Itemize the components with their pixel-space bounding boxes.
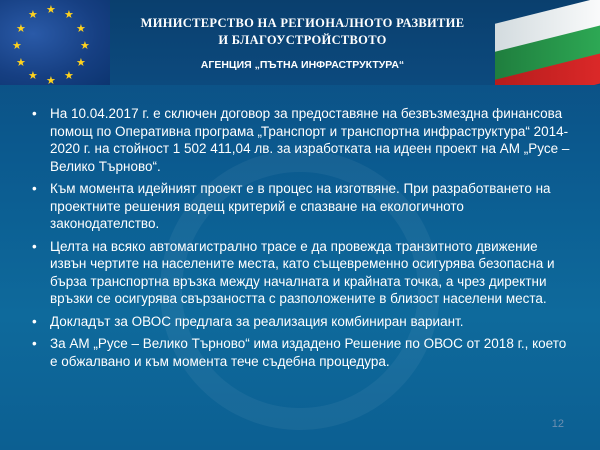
bullet-marker: • (32, 336, 37, 351)
bullet-text: Целта на всяко автомагистрално трасе е да провежда транзитното движение извън чертите на населените места, като същевременно осигурява безопасна и бърза транспортна връзка между началната и крайната точка, а чрез директни връзки се осигурява свързаността с разположените в близост населени места. (50, 238, 555, 306)
bullet-text: За АМ „Русе – Велико Търново“ има издадено Решение по ОВОС от 2018 г., което е обжалвано и към момента тече съдебна процедура. (50, 336, 567, 369)
bullet-item (30, 313, 575, 331)
bullet-list (30, 105, 575, 375)
bullet-text: Към момента идейният проект е в процес на изготвяне. При разработването на проектните решения водещ критерий е спазване на екологичното законодателство. (50, 181, 551, 231)
bullet-item (30, 180, 575, 233)
ministry-title-line2: И БЛАГОУСТРОЙСТВОТО (218, 33, 387, 47)
eu-flag-icon: ★ ★ ★ ★ ★ ★ ★ ★ ★ ★ ★ ★ (0, 0, 110, 85)
bullet-text: На 10.04.2017 г. е сключен договор за предоставяне на безвъзмездна финансова помощ по Оперативна програма „Транспорт и транспортна инфраструктура“ 2014-2020 г. на стойност 1 502 411,04 лв. за изработката на идеен проект на АМ „Русе – Велико Търново“. (50, 106, 570, 174)
bullet-text: Докладът за ОВОС предлага за реализация комбиниран вариант. (50, 313, 464, 329)
bullet-marker: • (32, 106, 37, 121)
slide-header (0, 0, 600, 85)
bulgarian-flag-icon (495, 0, 600, 85)
ministry-title (110, 15, 495, 49)
bullet-marker: • (32, 313, 37, 329)
ministry-title-line1: МИНИСТЕРСТВО НА РЕГИОНАЛНОТО РАЗВИТИЕ (140, 16, 465, 30)
bullet-item (30, 335, 575, 370)
bullet-item (30, 105, 575, 175)
agency-title: АГЕНЦИЯ „ПЪТНА ИНФРАСТРУКТУРА“ (200, 59, 405, 71)
bullet-marker: • (32, 181, 37, 196)
bullet-item (30, 238, 575, 308)
bullet-marker: • (32, 238, 37, 254)
page-number: 12 (551, 418, 564, 430)
